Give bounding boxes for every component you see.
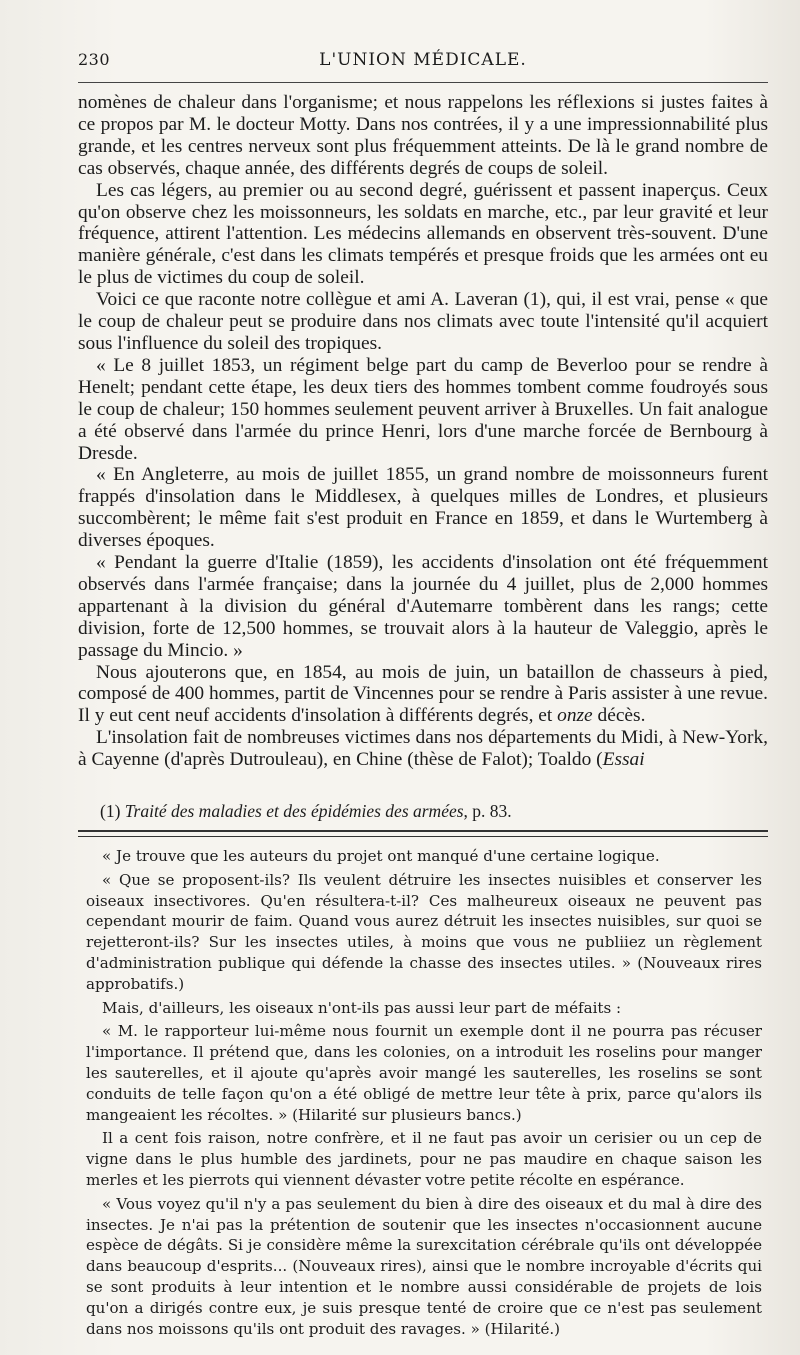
paragraph — [78, 662, 768, 728]
footnote-title: Traité des maladies et des épidémies des armées — [124, 801, 464, 821]
running-title: L'UNION MÉDICALE. — [319, 50, 527, 70]
paragraph-text: décès. — [592, 705, 646, 727]
emphasis: Essai — [602, 749, 645, 771]
footnote-suffix: , p. 83. — [463, 801, 512, 821]
paragraph — [78, 727, 768, 771]
paragraph: Voici ce que raconte notre collègue et ami A. Laveran (1), qui, il est vrai, pense « que le coup de chaleur peut se produire dans nos climats avec toute l'intensité qu'il acquiert sous l'influence du soleil des tropiques. — [78, 289, 768, 354]
feuilleton-paragraph: Mais, d'ailleurs, les oiseaux n'ont-ils pas aussi leur part de méfaits : — [102, 998, 622, 1017]
main-article-text — [78, 92, 768, 771]
header-rule — [78, 82, 768, 83]
page-header — [78, 50, 768, 78]
feuilleton-separator — [78, 830, 768, 837]
paragraph-text: L'insolation fait de nombreuses victimes dans nos départements du Midi, à New-York, à Cayenne (d'après Dutrouleau), en Chine (thèse de Falot); Toaldo ( — [78, 727, 768, 771]
footnote-marker: (1) — [100, 801, 125, 821]
feuilleton-paragraph: Il a cent fois raison, notre confrère, et il ne faut pas avoir un cerisier ou un cep de vigne dans le plus humble des jardinets, pour ne pas maudire en chaque saison les merles et les pierrots qui viennent dévaster votre petite récolte en espérance. — [86, 1129, 762, 1189]
quoted-paragraph: « Pendant la guerre d'Italie (1859), les accidents d'insolation ont été fréquemment observés dans l'armée française; dans la journée du 4 juillet, plus de 2,000 hommes appartenant à la division du général d'Autemarre tombèrent dans les rangs; cette division, forte de 12,500 hommes, se trouvait alors à la hauteur de Valeggio, après le passage du Mincio. » — [78, 552, 768, 661]
feuilleton-paragraph: « M. le rapporteur lui-même nous fournit un exemple dont il ne pourra pas récuser l'importance. Il prétend que, dans les colonies, on a introduit les roselins pour manger les sauterelles, et il ajoute qu'après avoir mangé les sauterelles, les roselins se sont conduits de telle façon qu'on a été obligé de mettre leur tête à prix, parce qu'alors ils mangeaient les récoltes. » (Hilarité sur plusieurs bancs.) — [86, 1022, 762, 1124]
feuilleton-paragraph: « Que se proposent-ils? Ils veulent détruire les insectes nuisibles et conserver les oiseaux insectivores. Qu'en résultera-t-il? Ces malheureux oiseaux ne peuvent pas cependant mourir de faim. Quand vous aurez détruit les insectes nuisibles, sur quoi se rejetteront-ils? Sur les insectes utiles, à moins que vous ne publiiez un règlement d'administration publique qui défende la chasse des insectes utiles. » (Nouveaux rires approbatifs.) — [86, 870, 762, 993]
paragraph: Les cas légers, au premier ou au second degré, guérissent et passent inaperçus. Ceux qu'on observe chez les moissonneurs, les soldats en marche, etc., par leur gravité et leur fréquence, attirent l'attention. Les médecins allemands en observent très-souvent. D'une manière générale, c'est dans les climats tempérés et presque froids que les armées ont eu le plus de victimes du coup de soleil. — [78, 179, 768, 289]
page-number: 230 — [78, 50, 111, 69]
footnote — [100, 800, 760, 822]
quoted-paragraph: « Le 8 juillet 1853, un régiment belge part du camp de Beverloo pour se rendre à Henelt; pendant cette étape, les deux tiers des hommes tombent comme foudroyés sous le coup de chaleur; 150 hommes seulement peuvent arriver à Bruxelles. Un fait analogue a été observé dans l'armée du prince Henri, lors d'une marche forcée de Bernbourg à Dresde. — [78, 354, 768, 464]
emphasis: onze — [557, 705, 593, 727]
paragraph: nomènes de chaleur dans l'organisme; et nous rappelons les réflexions si justes faites à ce propos par M. le docteur Motty. Dans nos contrées, il y a une impressionnabilité plus grande, et les centres nerveux sont plus fréquemment atteints. De là le grand nombre de cas observés, chaque année, des différents degrés de coups de soleil. — [78, 92, 768, 179]
paragraph-text: Nous ajouterons que, en 1854, au mois de juin, un bataillon de chasseurs à pied, composé de 400 hommes, partit de Vincennes pour se rendre à Paris assister à une revue. Il y eut cent neuf accidents d'insolation à différents degrés, et — [78, 661, 768, 727]
feuilleton-paragraph: « Vous voyez qu'il n'y a pas seulement du bien à dire des oiseaux et du mal à dire des insectes. Je n'ai pas la prétention de soutenir que les insectes n'occasionnent aucune espèce de dégâts. Si je considère même la surexcitation cérébrale qu'ils ont développée dans beaucoup d'esprits... (Nouveaux rires), ainsi que le nombre incroyable d'écrits qui se sont produits à leur intention et le nombre aussi considérable de projets de lois qu'on a dirigés contre eux, je suis presque tenté de croire que ce n'est pas seulement dans nos moissons qu'ils ont produit des ravages. » (Hilarité.) — [86, 1194, 762, 1338]
feuilleton-text — [86, 846, 762, 1342]
feuilleton-paragraph: « Je trouve que les auteurs du projet ont manqué d'une certaine logique. — [102, 847, 660, 865]
quoted-paragraph: « En Angleterre, au mois de juillet 1855, un grand nombre de moissonneurs furent frappés d'insolation dans le Middlesex, à quelques milles de Londres, et plusieurs succombèrent; le même fait s'est produit en France en 1859, et dans le Wurtemberg à diverses époques. — [78, 464, 768, 552]
